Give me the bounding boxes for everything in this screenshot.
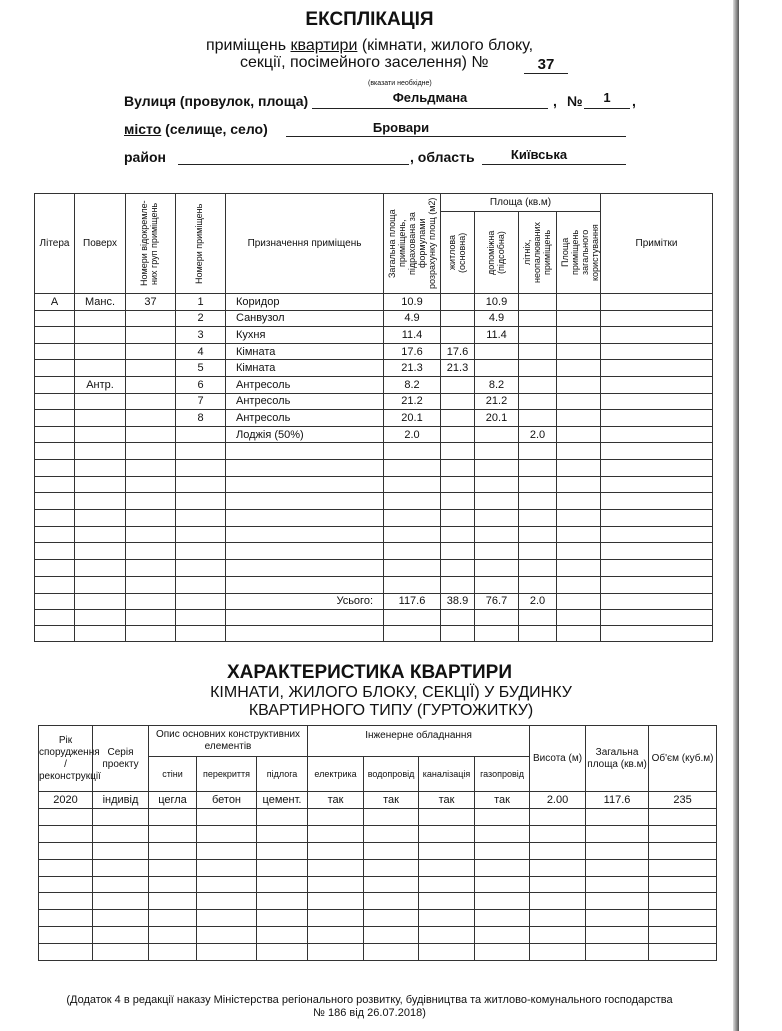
- th2-height: Висота (м): [530, 726, 586, 792]
- cell: [519, 294, 557, 311]
- cell: 21.2: [384, 393, 441, 410]
- char-floor: цемент.: [257, 792, 308, 809]
- char-height: 2.00: [530, 792, 586, 809]
- cell: [475, 360, 519, 377]
- header-note: (вказати необхідне): [368, 80, 432, 87]
- scan-edge: [733, 0, 739, 1031]
- city-value: Бровари: [372, 120, 430, 135]
- cell: [557, 343, 601, 360]
- cell: [475, 426, 519, 443]
- district-label: район: [124, 149, 166, 165]
- empty-row: [35, 460, 713, 477]
- cell: 17.6: [441, 343, 475, 360]
- th2-gas: газопровід: [475, 757, 530, 792]
- cell: 1: [176, 294, 226, 311]
- number-underline: [524, 73, 568, 74]
- cell: [519, 310, 557, 327]
- th-auxiliary: [475, 212, 519, 294]
- th-poverkh: Поверх: [75, 194, 126, 294]
- cell: 10.9: [384, 294, 441, 311]
- cell: [519, 360, 557, 377]
- cell: Кухня: [226, 327, 384, 344]
- empty-row: [39, 927, 717, 944]
- cell: [441, 393, 475, 410]
- cell: 4.9: [384, 310, 441, 327]
- cell: 8.2: [475, 376, 519, 393]
- total-area: 117.6: [384, 593, 441, 609]
- header-line-1-a: приміщень: [205, 37, 291, 54]
- th2-floors: перекриття: [197, 757, 257, 792]
- cell: 8: [176, 410, 226, 427]
- characteristics-table: [38, 725, 717, 961]
- cell: [126, 310, 176, 327]
- cell: [35, 393, 75, 410]
- empty-row: [35, 493, 713, 510]
- cell: 21.3: [384, 360, 441, 377]
- cell: 21.2: [475, 393, 519, 410]
- city-underline: [286, 136, 626, 137]
- cell: 2.0: [519, 426, 557, 443]
- city-label-a: місто: [124, 121, 162, 137]
- cell: [441, 294, 475, 311]
- th-group-no-text: Номери відокремле-них груп приміщень: [138, 200, 159, 287]
- char-floors: бетон: [197, 792, 257, 809]
- house-no-label: №: [567, 93, 583, 109]
- table-row: [35, 343, 713, 360]
- cell: [75, 327, 126, 344]
- empty-row: [35, 543, 713, 560]
- cell: [75, 360, 126, 377]
- empty-row: [35, 510, 713, 527]
- empty-row: [39, 859, 717, 876]
- th-purpose: Призначення приміщень: [226, 194, 384, 294]
- th-area-group: Площа (кв.м): [441, 194, 601, 212]
- empty-row: [35, 576, 713, 593]
- table-row: [35, 376, 713, 393]
- th2-year: Рік спорудження / реконструкції: [39, 726, 93, 792]
- cell: Антресоль: [226, 410, 384, 427]
- cell: [75, 426, 126, 443]
- cell: [557, 360, 601, 377]
- char-walls: цегла: [149, 792, 197, 809]
- char-series: індивід: [93, 792, 149, 809]
- section2-title: ХАРАКТЕРИСТИКА КВАРТИРИ: [226, 662, 512, 683]
- th-common: [557, 212, 601, 294]
- th2-total-area: Загальна площа (кв.м): [586, 726, 649, 792]
- cell: 2.0: [384, 426, 441, 443]
- cell: [35, 360, 75, 377]
- cell: 10.9: [475, 294, 519, 311]
- cell: 5: [176, 360, 226, 377]
- cell: [519, 393, 557, 410]
- th2-walls: стіни: [149, 757, 197, 792]
- empty-row: [39, 944, 717, 961]
- char-year: 2020: [39, 792, 93, 809]
- cell: [126, 343, 176, 360]
- cell: [557, 310, 601, 327]
- section2-line1: КІМНАТИ, ЖИЛОГО БЛОКУ, СЕКЦІЇ) У БУДИНКУ: [210, 684, 572, 701]
- th2-volume: Об'єм (куб.м): [649, 726, 717, 792]
- header-line-2: секції, посімейного заселення) №: [240, 54, 489, 71]
- region-label: , область: [410, 149, 475, 165]
- cell: 4: [176, 343, 226, 360]
- table-row: [35, 294, 713, 311]
- apartment-number: 37: [537, 56, 555, 73]
- cell: 11.4: [475, 327, 519, 344]
- cell: [126, 360, 176, 377]
- table-row: [35, 393, 713, 410]
- cell: [126, 410, 176, 427]
- char-electric: так: [308, 792, 364, 809]
- th-living-text: житлова (основна): [446, 232, 467, 273]
- cell: 11.4: [384, 327, 441, 344]
- footer-line-1: (Додаток 4 в редакції наказу Міністерства регіонального розвитку, будівництва та житлово-комунального господарства: [66, 994, 673, 1006]
- cell: [557, 426, 601, 443]
- cell: [519, 376, 557, 393]
- th-notes: Примітки: [601, 194, 713, 294]
- cell: [441, 410, 475, 427]
- cell: 6: [176, 376, 226, 393]
- cell: [35, 343, 75, 360]
- cell: [557, 294, 601, 311]
- document-title: ЕКСПЛІКАЦІЯ: [305, 9, 434, 30]
- th-litera: Літера: [35, 194, 75, 294]
- empty-row: [39, 825, 717, 842]
- total-label: Усього:: [226, 593, 384, 609]
- empty-row: [39, 809, 717, 826]
- cell: Кімната: [226, 343, 384, 360]
- cell: 37: [126, 294, 176, 311]
- cell: [557, 376, 601, 393]
- th2-structures: Опис основних конструктивних елементів: [149, 726, 308, 757]
- header-line-1: [0, 37, 739, 55]
- cell: Лоджія (50%): [226, 426, 384, 443]
- char-volume: 235: [649, 792, 717, 809]
- th2-sewer: каналізація: [419, 757, 475, 792]
- char-sewer: так: [419, 792, 475, 809]
- char-water: так: [364, 792, 419, 809]
- cell: [35, 327, 75, 344]
- th-total-area: [384, 194, 441, 294]
- region-value: Київська: [510, 147, 568, 162]
- cell: Манс.: [75, 294, 126, 311]
- cell: [441, 310, 475, 327]
- cell: Антресоль: [226, 376, 384, 393]
- th2-engineering: Інженерне обладнання: [308, 726, 530, 757]
- total-auxiliary: 76.7: [475, 593, 519, 609]
- cell: Антр.: [75, 376, 126, 393]
- cell: [126, 426, 176, 443]
- empty-row: [35, 443, 713, 460]
- th2-series: Серія проекту: [93, 726, 149, 792]
- cell: 2: [176, 310, 226, 327]
- th-room-no-text: Номери приміщень: [193, 203, 204, 284]
- char-gas: так: [475, 792, 530, 809]
- th-total-area-text: Загальна площа приміщень, підрахована за формулами розрахунку площ (м2): [387, 197, 437, 290]
- city-label-b: (селище, село): [161, 121, 268, 137]
- th-summer-text: літніх, неопалюваних приміщень: [521, 221, 552, 284]
- empty-row: [39, 910, 717, 927]
- total-summer: 2.0: [519, 593, 557, 609]
- table-row: [35, 360, 713, 377]
- th2-water: водопровід: [364, 757, 419, 792]
- cell: Коридор: [226, 294, 384, 311]
- cell: А: [35, 294, 75, 311]
- cell: [75, 410, 126, 427]
- cell: [75, 343, 126, 360]
- section2-line2: КВАРТИРНОГО ТИПУ (ГУРТОЖИТКУ): [248, 702, 534, 719]
- footer-line-2: № 186 від 26.07.2018): [313, 1007, 426, 1019]
- totals-row: [35, 593, 713, 609]
- cell: [75, 393, 126, 410]
- cell: [75, 310, 126, 327]
- th-auxiliary-text: допоміжна (підсобна): [485, 230, 506, 275]
- district-underline: [178, 164, 409, 165]
- cell: [35, 310, 75, 327]
- empty-row: [39, 893, 717, 910]
- th-living: [441, 212, 475, 294]
- cell: [35, 376, 75, 393]
- cell: 7: [176, 393, 226, 410]
- region-underline: [482, 164, 626, 165]
- table-row: [35, 327, 713, 344]
- empty-row: [39, 842, 717, 859]
- cell: 4.9: [475, 310, 519, 327]
- cell: [35, 426, 75, 443]
- table-row: [35, 410, 713, 427]
- th-group-no: [126, 194, 176, 294]
- empty-row: [35, 526, 713, 543]
- cell: Антресоль: [226, 393, 384, 410]
- explication-table: [34, 193, 713, 642]
- header-line-1-b: квартири: [290, 37, 358, 54]
- th-common-text: Площа приміщень загального користування: [559, 224, 600, 281]
- cell: [519, 343, 557, 360]
- empty-row: [35, 476, 713, 493]
- street-value: Фельдмана: [392, 90, 468, 105]
- table-row: [35, 310, 713, 327]
- cell: [441, 426, 475, 443]
- cell: 3: [176, 327, 226, 344]
- cell: [475, 343, 519, 360]
- th-room-no: [176, 194, 226, 294]
- cell: Санвузол: [226, 310, 384, 327]
- table-row: [35, 426, 713, 443]
- cell: [126, 327, 176, 344]
- th-summer: [519, 212, 557, 294]
- cell: [126, 393, 176, 410]
- cell: 20.1: [384, 410, 441, 427]
- street-label: Вулиця (провулок, площа): [124, 93, 309, 109]
- house-no-underline: [584, 108, 630, 109]
- cell: [519, 327, 557, 344]
- th2-floor: підлога: [257, 757, 308, 792]
- cell: [35, 410, 75, 427]
- cell: 20.1: [475, 410, 519, 427]
- house-no-value: 1: [603, 90, 611, 105]
- street-underline: [312, 108, 548, 109]
- char-total-area: 117.6: [586, 792, 649, 809]
- cell: 21.3: [441, 360, 475, 377]
- city-label: [124, 121, 268, 137]
- empty-row: [39, 876, 717, 893]
- cell: [557, 410, 601, 427]
- th2-electric: електрика: [308, 757, 364, 792]
- cell: 8.2: [384, 376, 441, 393]
- cell: [126, 376, 176, 393]
- characteristics-row: [39, 792, 717, 809]
- cell: [441, 327, 475, 344]
- total-living: 38.9: [441, 593, 475, 609]
- cell: [441, 376, 475, 393]
- cell: Кімната: [226, 360, 384, 377]
- cell: [519, 410, 557, 427]
- cell: 17.6: [384, 343, 441, 360]
- header-line-1-c: (кімнати, жилого блоку,: [357, 37, 534, 54]
- cell: [176, 426, 226, 443]
- cell: [557, 327, 601, 344]
- empty-row: [35, 560, 713, 577]
- cell: [557, 393, 601, 410]
